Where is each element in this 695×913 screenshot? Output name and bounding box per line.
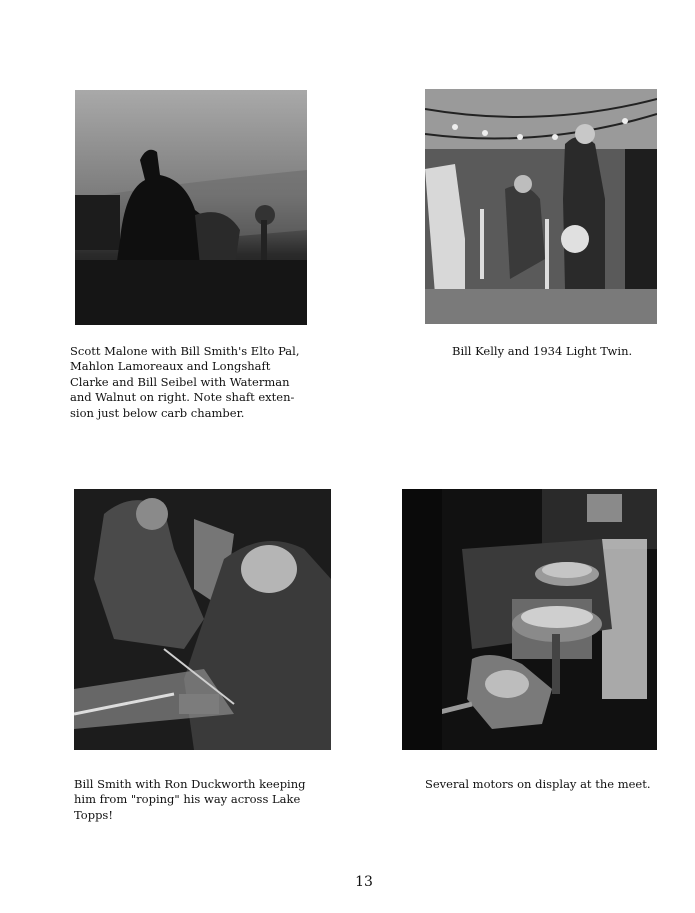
caption-photo-3 [74, 777, 306, 823]
caption-line: Clarke and Bill Seibel with Waterman [70, 374, 290, 389]
caption-photo-1 [70, 344, 299, 421]
caption-line: Scott Malone with Bill Smith's Elto Pal, [70, 344, 300, 358]
caption-photo-2 [452, 344, 632, 359]
caption-line: him from "roping" his way across Lake [74, 792, 301, 807]
page-number: 13 [355, 874, 373, 890]
caption-photo-4 [425, 777, 651, 792]
photo-bill-kelly [425, 89, 657, 324]
photo-motors-display [402, 489, 657, 750]
caption-line: sion just below carb chamber. [70, 405, 245, 420]
caption-line: Mahlon Lamoreaux and Longshaft [70, 359, 271, 374]
caption-line: Topps! [74, 807, 113, 822]
photo-4-image [402, 489, 657, 750]
caption-line: Bill Kelly and 1934 Light Twin. [452, 344, 633, 358]
photo-scott-malone [75, 90, 307, 325]
photo-bill-smith-ron-duckworth [74, 489, 331, 750]
photo-1-image [75, 90, 307, 325]
caption-line: and Walnut on right. Note shaft exten- [70, 390, 295, 405]
caption-line: Several motors on display at the meet. [425, 777, 651, 791]
photo-2-image [425, 89, 657, 324]
caption-line: Bill Smith with Ron Duckworth keeping [74, 777, 306, 791]
photo-3-image [74, 489, 331, 750]
